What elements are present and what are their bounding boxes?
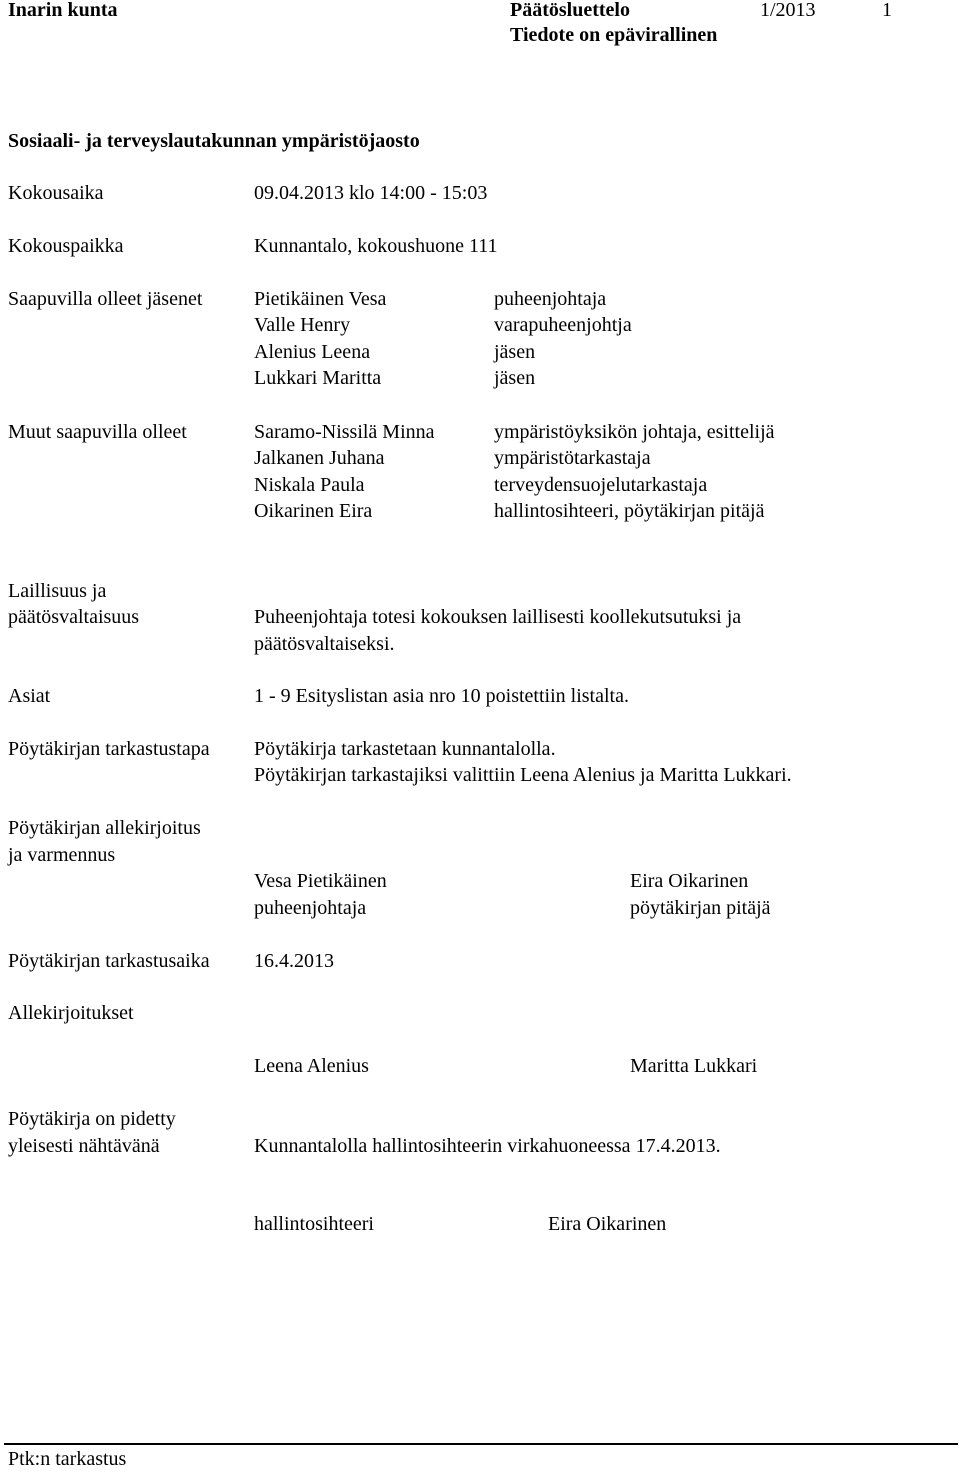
attendee-name: Saramo-Nissilä Minna — [254, 421, 435, 443]
member-name: Pietikäinen Vesa — [254, 288, 387, 310]
meeting-time-value: 09.04.2013 klo 14:00 - 15:03 — [254, 182, 488, 204]
chair-signature-name: Vesa Pietikäinen — [254, 870, 387, 892]
document-type: Päätösluettelo — [510, 0, 630, 21]
attendee-role: ympäristötarkastaja — [494, 447, 651, 469]
review-method-text-line1: Pöytäkirja tarkastetaan kunnantalolla. — [254, 738, 556, 760]
attendee-role: hallintosihteeri, pöytäkirjan pitäjä — [494, 500, 765, 522]
secretary-signature-name: Eira Oikarinen — [630, 870, 749, 892]
others-label: Muut saapuvilla olleet — [8, 421, 187, 443]
meeting-time-label: Kokousaika — [8, 182, 104, 204]
footer-divider — [4, 1443, 958, 1445]
committee-name: Sosiaali- ja terveyslautakunnan ympäristöjaosto — [8, 130, 420, 152]
reviewer-signature-name: Leena Alenius — [254, 1055, 369, 1077]
signatures-label: Allekirjoitukset — [8, 1002, 134, 1024]
attendee-name: Jalkanen Juhana — [254, 447, 385, 469]
member-name: Lukkari Maritta — [254, 367, 382, 389]
members-label: Saapuvilla olleet jäsenet — [8, 288, 203, 310]
legality-label-line2: päätösvaltaisuus — [8, 606, 140, 628]
certifier-name: Eira Oikarinen — [548, 1213, 667, 1235]
review-method-label: Pöytäkirjan tarkastustapa — [8, 738, 210, 760]
chair-signature-role: puheenjohtaja — [254, 897, 367, 919]
member-name: Alenius Leena — [254, 341, 371, 363]
public-display-text: Kunnantalolla hallintosihteerin virkahuoneessa 17.4.2013. — [254, 1135, 721, 1157]
legality-text-line1: Puheenjohtaja totesi kokouksen laillisesti koollekutsutuksi ja — [254, 606, 742, 628]
legality-text-line2: päätösvaltaiseksi. — [254, 633, 395, 655]
review-time-value: 16.4.2013 — [254, 950, 334, 972]
document-number: 1/2013 — [760, 0, 816, 21]
signing-label-line2: ja varmennus — [8, 844, 116, 866]
public-display-label-line2: yleisesti nähtävänä — [8, 1135, 160, 1157]
reviewer-signature-name: Maritta Lukkari — [630, 1055, 758, 1077]
certifier-role: hallintosihteeri — [254, 1213, 374, 1235]
review-time-label: Pöytäkirjan tarkastusaika — [8, 950, 210, 972]
footer-review-label: Ptk:n tarkastus — [8, 1448, 127, 1470]
municipality-name: Inarin kunta — [8, 0, 118, 21]
attendee-name: Niskala Paula — [254, 474, 365, 496]
matters-text: 1 - 9 Esityslistan asia nro 10 poistettiin listalta. — [254, 685, 629, 707]
signing-label-line1: Pöytäkirjan allekirjoitus — [8, 817, 201, 839]
member-role: varapuheenjohtja — [494, 314, 632, 336]
page-number: 1 — [882, 0, 892, 21]
secretary-signature-role: pöytäkirjan pitäjä — [630, 897, 771, 919]
attendee-role: terveydensuojelutarkastaja — [494, 474, 708, 496]
legality-label-line1: Laillisuus ja — [8, 580, 107, 602]
review-method-text-line2: Pöytäkirjan tarkastajiksi valittiin Leena Alenius ja Maritta Lukkari. — [254, 764, 792, 786]
matters-label: Asiat — [8, 685, 51, 707]
member-role: jäsen — [494, 367, 536, 389]
attendee-role: ympäristöyksikön johtaja, esittelijä — [494, 421, 775, 443]
member-name: Valle Henry — [254, 314, 351, 336]
member-role: puheenjohtaja — [494, 288, 607, 310]
meeting-place-value: Kunnantalo, kokoushuone 111 — [254, 235, 498, 257]
meeting-place-label: Kokouspaikka — [8, 235, 124, 257]
member-role: jäsen — [494, 341, 536, 363]
attendee-name: Oikarinen Eira — [254, 500, 373, 522]
unofficial-notice: Tiedote on epävirallinen — [510, 24, 718, 46]
public-display-label-line1: Pöytäkirja on pidetty — [8, 1108, 176, 1130]
